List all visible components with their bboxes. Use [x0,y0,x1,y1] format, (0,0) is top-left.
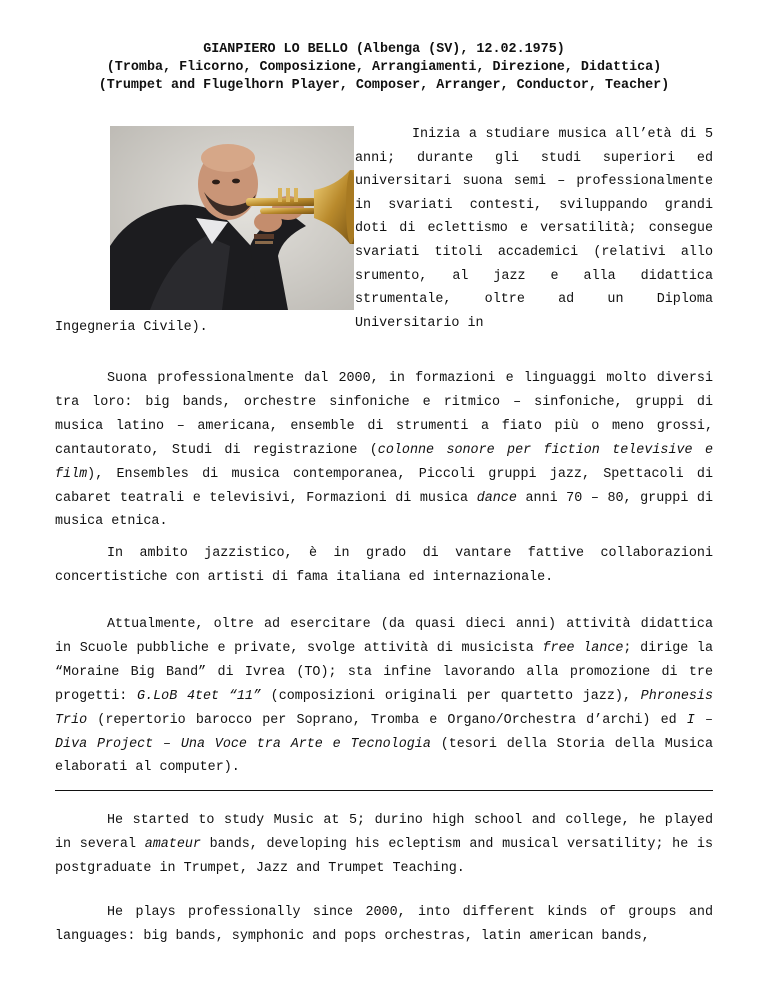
italian-paragraph-1 [355,123,713,335]
italian-paragraph-3 [55,542,713,590]
italian-paragraph-1-continuation: Ingegneria Civile). [55,320,208,335]
text-run: ; dirige la “Moraine Big Band” di Ivrea (TO); sta infine lavorando alla promozione di tre progetti: [55,640,713,704]
italic-run: dance [476,490,517,506]
text-run: ), Ensembles di musica contemporanea, Piccoli gruppi jazz, Spettacoli di cabaret teatrali e televisivi, Formazioni di musica [55,466,713,506]
header-name-line: GIANPIERO LO BELLO (Albenga (SV), 12.02.1975) [203,42,565,57]
italic-run: G.LoB 4tet “11” [137,688,261,704]
text-run: Suona professionalmente dal 2000, in formazioni e linguaggi molto diversi tra loro: big bands, orchestre sinfoniche e ritmico – sinfoniche, gruppi di musica latino – americana, ensemble di strumenti a fiato più o meno grossi, cantautorato, Studi di registrazione ( [55,371,713,458]
header-roles-english: (Trumpet and Flugelhorn Player, Composer, Arranger, Conductor, Teacher) [98,78,670,93]
photo-illustration [110,126,354,310]
text-run: He started to study Music at 5; durino high school and college, he played in several [55,813,713,852]
italic-run: free lance [542,640,624,656]
english-paragraph-2 [55,901,713,949]
document-header [40,41,728,95]
text-run: anni 70 – 80, gruppi di musica etnica. [55,490,714,530]
text-run: (tesori della Storia della Musica elaborati al computer). [55,736,714,776]
musician-trumpet-photo [110,126,354,310]
text-run: (composizioni originali per quartetto jazz), [260,688,641,704]
italic-run: Phronesis Trio [55,688,713,728]
italian-paragraph-4 [55,613,713,780]
italic-run: I – Diva Project – Una Voce tra Arte e Tecnologia [55,712,713,752]
section-divider [55,790,713,791]
italian-paragraph-1-text: Inizia a studiare musica all’età di 5 anni; durante gli studi superiori ed universitari suona semi – professionalmente in svariati contesti, sviluppando grandi doti di eclettismo e versatilità; consegue svariati titoli accademici (relativi allo srumento, al jazz e alla didattica strumentale, oltre ad un Diploma Universitario in [355,127,713,331]
italic-run: amateur [144,836,201,852]
italian-paragraph-2 [55,367,713,534]
text-run: bands, developing his ecleptism and musical versatility; he is postgraduate in Trumpet, Jazz and Trumpet Teaching. [55,836,713,876]
english-paragraph-1 [55,809,713,881]
text-run: He plays professionally since 2000, into different kinds of groups and languages: big bands, symphonic and pops orchestras, latin american bands, [55,905,713,944]
header-roles-italian: (Tromba, Flicorno, Composizione, Arrangiamenti, Direzione, Didattica) [106,60,662,75]
italic-run: colonne sonore per fiction televisive e film [55,442,713,482]
text-run: (repertorio barocco per Soprano, Tromba e Organo/Orchestra d’archi) ed [87,712,687,728]
text-run: In ambito jazzistico, è in grado di vantare fattive collaborazioni concertistiche con artisti di fama italiana ed internazionale. [55,546,713,585]
text-run: Attualmente, oltre ad esercitare (da quasi dieci anni) attività didattica in Scuole pubbliche e private, svolge attività di musicista [55,617,713,656]
